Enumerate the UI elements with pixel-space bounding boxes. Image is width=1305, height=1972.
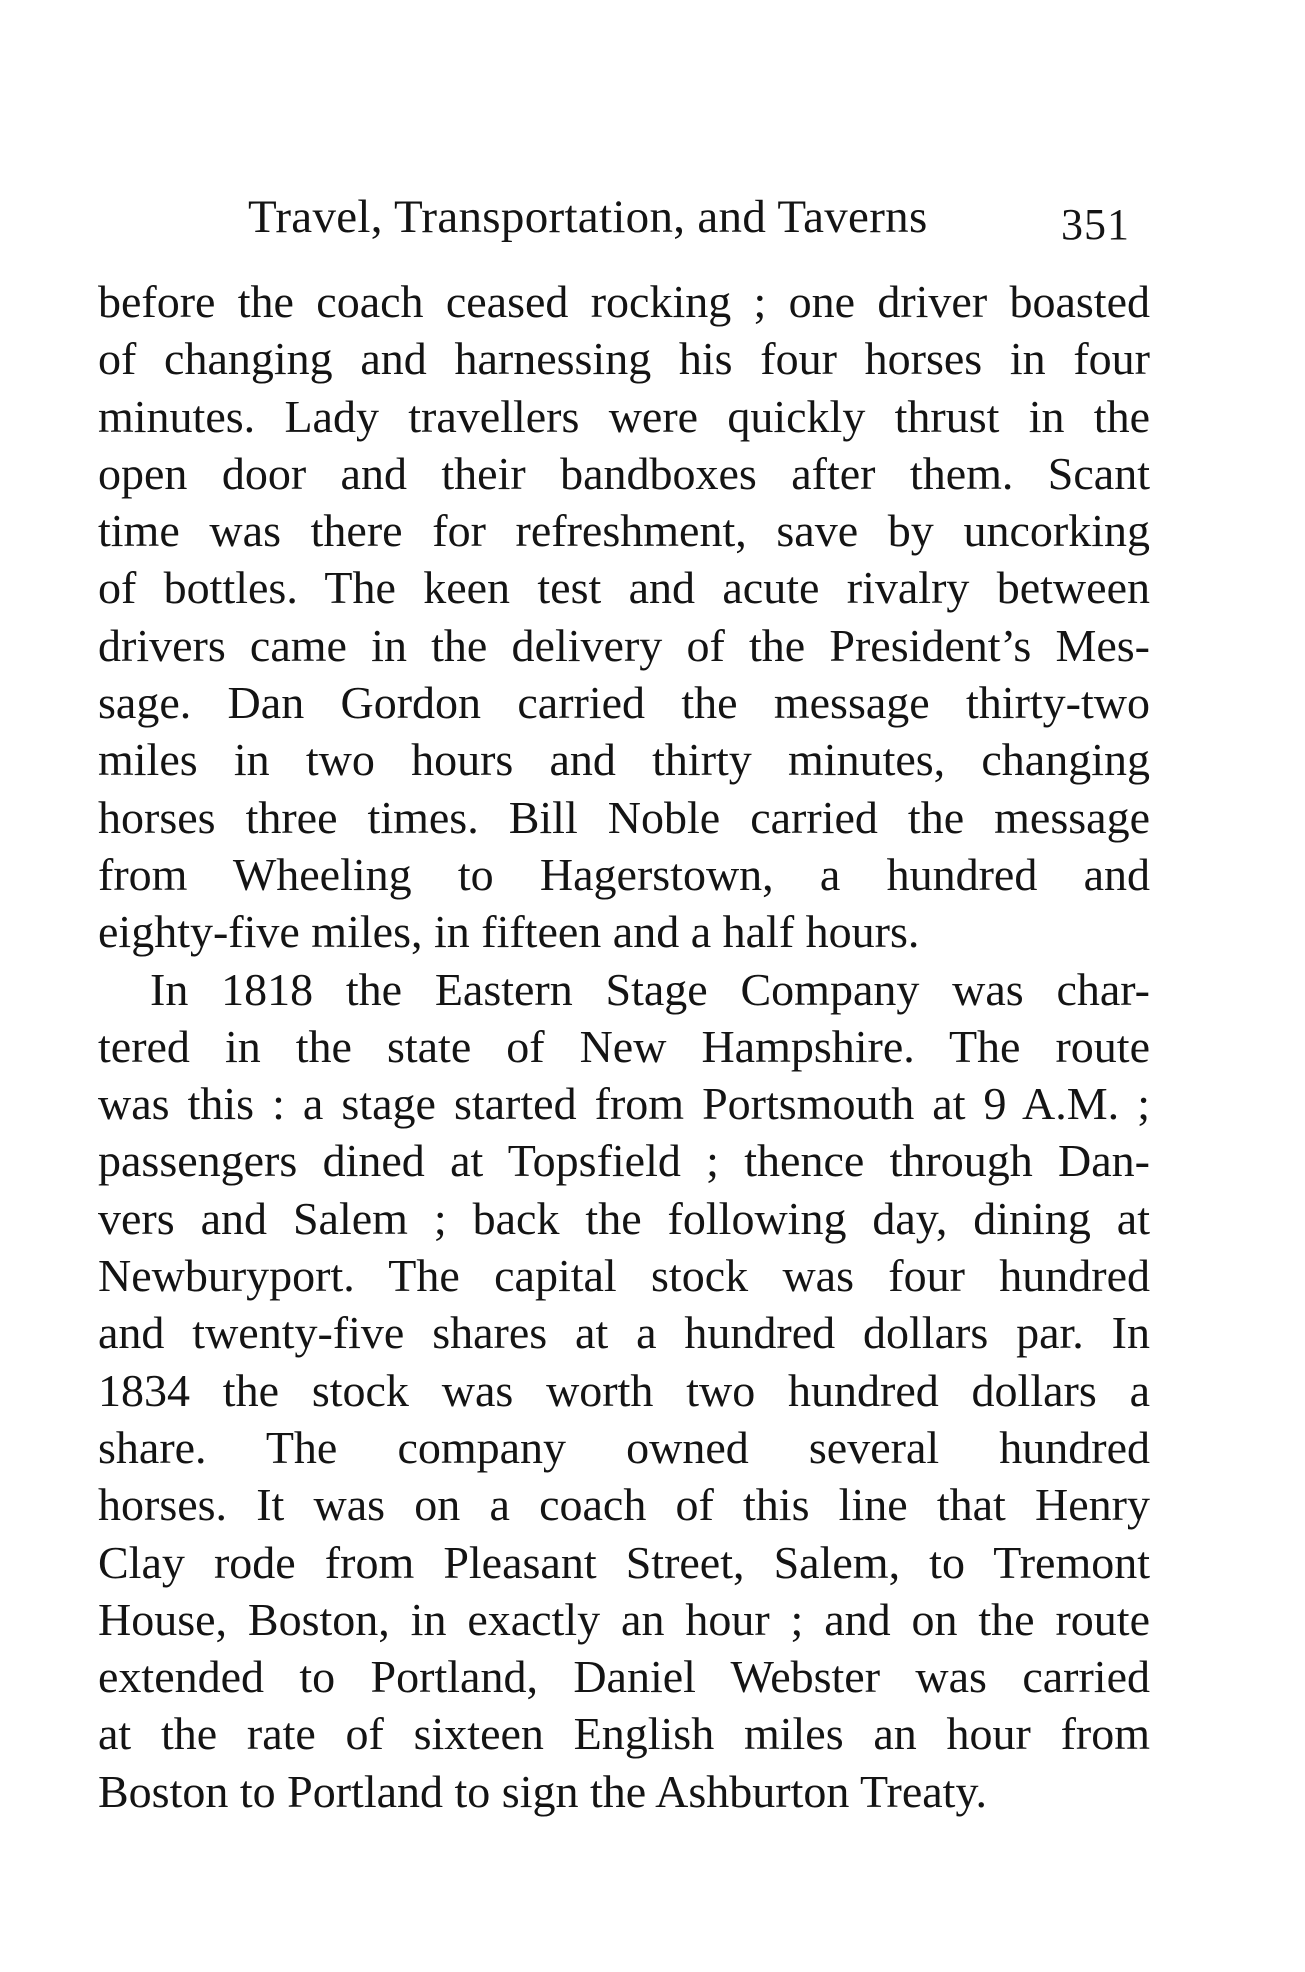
text-line: Boston to Portland to sign the Ashburton Treaty.: [98, 1765, 987, 1817]
text-line: House, Boston, in exactly an hour ; and on the route: [98, 1593, 1150, 1645]
text-line: was this : a stage started from Portsmouth at 9 A.M. ;: [98, 1078, 1150, 1130]
text-line: sage. Dan Gordon carried the message thirty-two: [98, 677, 1150, 729]
text-line: before the coach ceased rocking ; one driver boasted: [98, 276, 1150, 327]
text-line: extended to Portland, Daniel Webster was carried: [98, 1651, 1150, 1703]
text-line: 1834 the stock was worth two hundred dollars a: [98, 1364, 1150, 1416]
text-line: In 1818 the Eastern Stage Company was char-: [150, 963, 1150, 1015]
running-head-title: Travel, Transportation, and Taverns: [248, 191, 928, 243]
running-head: [248, 187, 1148, 247]
text-line: minutes. Lady travellers were quickly thrust in the: [98, 390, 1150, 442]
text-line: tered in the state of New Hampshire. The route: [98, 1020, 1150, 1072]
text-line: horses. It was on a coach of this line that Henry: [98, 1479, 1150, 1531]
page-number: 351: [1061, 200, 1130, 249]
text-line: Clay rode from Pleasant Street, Salem, to Tremont: [98, 1536, 1150, 1588]
text-line: eighty-five miles, in fifteen and a half hours.: [98, 906, 920, 958]
text-line: vers and Salem ; back the following day, dining at: [98, 1192, 1150, 1244]
text-line: at the rate of sixteen English miles an hour from: [98, 1708, 1150, 1760]
text-line: Newburyport. The capital stock was four hundred: [98, 1250, 1150, 1302]
text-line: share. The company owned several hundred: [98, 1421, 1150, 1473]
text-line: horses three times. Bill Noble carried the message: [98, 791, 1150, 843]
text-line: passengers dined at Topsfield ; thence through Dan-: [98, 1135, 1150, 1187]
text-line: and twenty-five shares at a hundred dollars par. In: [98, 1307, 1150, 1359]
text-line: time was there for refreshment, save by uncorking: [98, 505, 1150, 557]
text-line: miles in two hours and thirty minutes, changing: [98, 734, 1150, 786]
body-text: [98, 273, 1150, 1820]
text-line: of bottles. The keen test and acute rivalry between: [98, 562, 1150, 614]
text-line: open door and their bandboxes after them. Scant: [98, 447, 1150, 499]
text-line: of changing and harnessing his four horses in four: [98, 333, 1150, 385]
text-line: from Wheeling to Hagerstown, a hundred and: [98, 848, 1150, 900]
text-line: drivers came in the delivery of the President’s Mes-: [98, 619, 1150, 671]
